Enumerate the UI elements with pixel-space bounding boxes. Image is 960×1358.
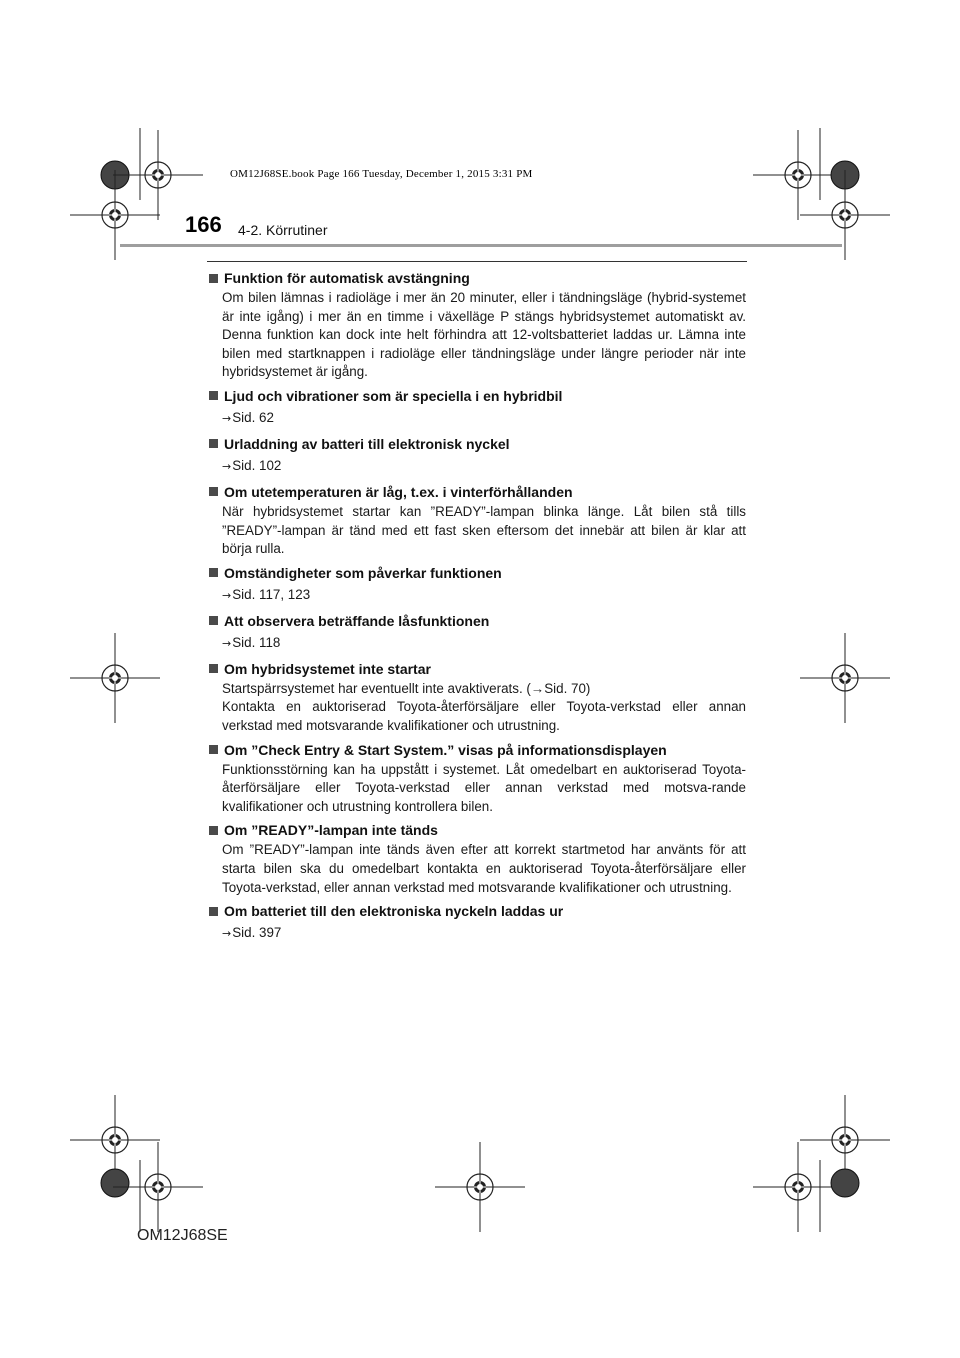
section-title-text: Om utetemperaturen är låg, t.ex. i vinterförhållanden (224, 483, 573, 500)
content-rule (207, 261, 747, 262)
square-bullet-icon (209, 664, 218, 673)
section (209, 820, 746, 897)
page-reference (222, 632, 746, 655)
page-reference (222, 584, 746, 607)
square-bullet-icon (209, 487, 218, 496)
section-title (209, 268, 746, 288)
paragraph: Om bilen lämnas i radioläge i mer än 20 minuter, eller i tändningsläge (hybrid-systemet är inte igång) i mer än en timme i växelläge P stängs hybridsystemet automatiskt av. Denna funktion kan dock inte helt förhindra att 12-voltsbatteriet laddas ur. Lämna inte bilen med startknappen i radioläge eller tändningsläge under längre perioder när inte hybridsystemet är igång. (222, 290, 746, 380)
section-title (209, 740, 746, 760)
paragraph: Om ”READY”-lampan inte tänds även efter att korrekt startmetod har använts för att starta bilen ska du omedelbart kontakta en auktoriserad Toyota-återförsäljare eller Toyota-verkstad, eller annan verkstad med motsvarande kvalifikationer och utrustning. (222, 842, 746, 895)
book-info: OM12J68SE.book Page 166 Tuesday, December 1, 2015 3:31 PM (230, 168, 533, 180)
page-number: 166 (185, 212, 222, 237)
section-title-text: Om batteriet till den elektroniska nyckeln laddas ur (224, 903, 564, 920)
square-bullet-icon (209, 826, 218, 835)
section (209, 482, 746, 559)
section-body (222, 680, 746, 736)
section-body (222, 503, 746, 559)
header-divider (120, 244, 842, 247)
section-title (209, 820, 746, 840)
section-title-text: Funktion för automatisk avstängning (224, 270, 470, 286)
star-mark-icon (831, 1169, 859, 1197)
section-title-text: Ljud och vibrationer som är speciella i en hybridbil (224, 387, 563, 404)
square-bullet-icon (209, 907, 218, 916)
section-title-text: Omständigheter som påverkar funktionen (224, 564, 502, 581)
section-title-text: Urladdning av batteri till elektronisk nyckel (224, 435, 510, 452)
content-body (209, 268, 746, 949)
chapter-title: 4-2. Körrutiner (238, 222, 328, 238)
section-body (222, 761, 746, 817)
section (209, 659, 746, 736)
square-bullet-icon (209, 745, 218, 754)
section-title (209, 386, 746, 406)
section (209, 268, 746, 382)
crosshair-icon (113, 130, 203, 220)
crosshair-icon (435, 1142, 525, 1232)
page-reference-text: Sid. 397 (232, 925, 282, 941)
paragraph: Startspärrsystemet har eventuellt inte avaktiverats. (→Sid. 70) (222, 680, 591, 696)
section-title (209, 434, 746, 454)
arrow-right-icon: → (222, 588, 232, 602)
square-bullet-icon (209, 274, 218, 283)
section (209, 901, 746, 945)
arrow-right-icon: → (222, 411, 232, 425)
paragraph: Kontakta en auktoriserad Toyota-återförsäljare eller Toyota-verkstad eller annan verkstad med motsvarande kvalifikationer och utrustning. (222, 699, 746, 733)
section (209, 434, 746, 478)
page-reference-text: Sid. 102 (232, 457, 282, 473)
square-bullet-icon (209, 568, 218, 577)
section (209, 611, 746, 655)
section (209, 386, 746, 430)
page-reference-text: Sid. 62 (232, 409, 274, 425)
page-reference (222, 922, 746, 945)
crosshair-icon (753, 130, 843, 220)
section-body (222, 841, 746, 897)
arrow-right-icon: → (222, 927, 232, 941)
page-reference (222, 455, 746, 478)
square-bullet-icon (209, 439, 218, 448)
section-title-text: Om hybridsystemet inte startar (224, 660, 431, 677)
section-title-text: Att observera beträffande låsfunktionen (224, 612, 490, 629)
section-body (222, 289, 746, 382)
crosshair-icon (800, 633, 890, 723)
section (209, 740, 746, 817)
page-reference-text: Sid. 117, 123 (232, 586, 311, 602)
section-title (209, 659, 746, 679)
paragraph: Funktionsstörning kan ha uppstått i systemet. Låt omedelbart en auktoriserad Toyota-återförsäljare eller Toyota-verkstad eller annan verkstad med motsva-rande kvalifikationer och utrustning kontrollera bilen. (222, 761, 746, 814)
star-mark-icon (101, 1169, 129, 1197)
section-title-text: Om ”Check Entry & Start System.” visas på informationsdisplayen (224, 741, 667, 758)
section-title-text: Om ”READY”-lampan inte tänds (224, 822, 438, 839)
crosshair-icon (113, 1142, 203, 1232)
paragraph: När hybridsystemet startar kan ”READY”-lampan blinka länge. Låt bilen stå tills ”READY”-lampan är tänd med ett fast sken eftersom det innebär att bilen är klar att börja rulla. (222, 503, 746, 557)
square-bullet-icon (209, 616, 218, 625)
section-title (209, 482, 746, 502)
page-reference-text: Sid. 118 (232, 634, 281, 650)
arrow-right-icon: → (222, 636, 232, 650)
section-title (209, 611, 746, 631)
crosshair-icon (70, 633, 160, 723)
section (209, 563, 746, 607)
arrow-right-icon: → (222, 459, 232, 473)
section-title (209, 901, 746, 921)
crosshair-icon (753, 1142, 843, 1232)
square-bullet-icon (209, 391, 218, 400)
section-title (209, 563, 746, 583)
footer-code: OM12J68SE (137, 1227, 228, 1244)
page-reference (222, 407, 746, 430)
